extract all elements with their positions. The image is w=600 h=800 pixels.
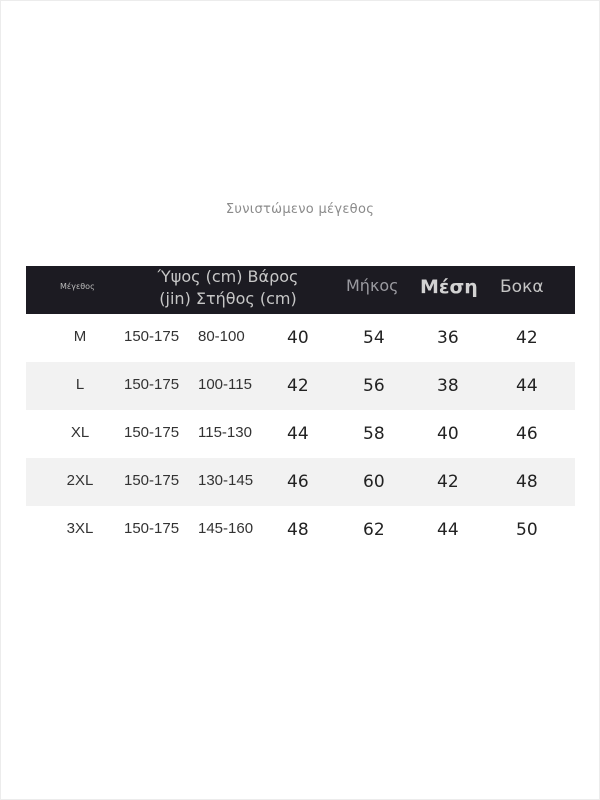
cell-chest: 46 (287, 472, 309, 492)
cell-chest: 48 (287, 520, 309, 540)
cell-chest: 42 (287, 376, 309, 396)
cell-weight: 80-100 (198, 328, 245, 345)
cell-weight: 100-115 (198, 376, 252, 393)
cell-waist: 40 (437, 424, 459, 444)
cell-waist: 42 (437, 472, 459, 492)
table-row (26, 506, 575, 554)
cell-length: 56 (363, 376, 385, 396)
cell-size: M (73, 328, 87, 345)
table-header (26, 266, 575, 314)
page-title: Συνιστώμενο μέγεθος (225, 202, 375, 217)
cell-chest: 44 (287, 424, 309, 444)
cell-hem: 44 (516, 376, 538, 396)
header-length: Μήκος (346, 276, 399, 295)
cell-height: 150-175 (124, 376, 180, 393)
cell-waist: 36 (437, 328, 459, 348)
cell-height: 150-175 (124, 520, 180, 537)
table-row (26, 458, 575, 506)
cell-size: XL (70, 424, 90, 441)
cell-length: 62 (363, 520, 385, 540)
cell-chest: 40 (287, 328, 309, 348)
header-height-weight-chest: Ύψος (cm) Βάρος (jin) Στήθος (cm) (157, 267, 299, 308)
cell-size: 3XL (66, 520, 94, 537)
header-hem: Бокα (500, 277, 544, 297)
cell-length: 54 (363, 328, 385, 348)
cell-height: 150-175 (124, 328, 180, 345)
cell-height: 150-175 (124, 424, 180, 441)
cell-waist: 38 (437, 376, 459, 396)
cell-size: 2XL (66, 472, 94, 489)
cell-weight: 115-130 (198, 424, 252, 441)
cell-hem: 46 (516, 424, 538, 444)
table-row (26, 314, 575, 362)
header-waist: Μέση (420, 276, 478, 298)
cell-waist: 44 (437, 520, 459, 540)
cell-height: 150-175 (124, 472, 180, 489)
cell-weight: 145-160 (198, 520, 254, 537)
table-row (26, 410, 575, 458)
cell-hem: 48 (516, 472, 538, 492)
size-chart-table (26, 266, 575, 554)
cell-length: 60 (363, 472, 385, 492)
cell-hem: 50 (516, 520, 538, 540)
cell-hem: 42 (516, 328, 538, 348)
cell-size: L (75, 376, 85, 393)
table-row (26, 362, 575, 410)
header-size: Μέγεθος (60, 282, 95, 291)
cell-weight: 130-145 (198, 472, 254, 489)
cell-length: 58 (363, 424, 385, 444)
